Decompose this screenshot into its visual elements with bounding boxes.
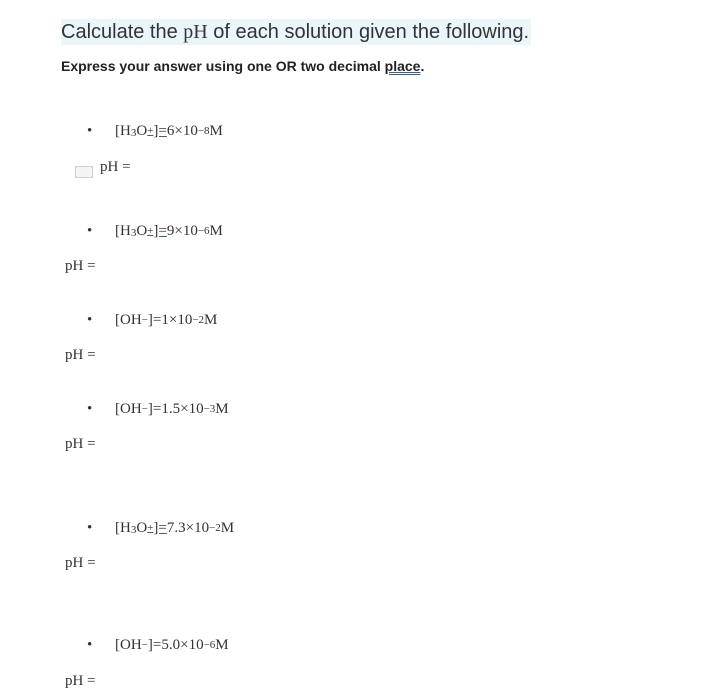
ph-label[interactable]: pH = bbox=[65, 347, 96, 363]
bullet: • bbox=[87, 401, 93, 417]
concentration-expression: $[OH^-]=1.5\times 10^{-3}M$ bbox=[115, 401, 229, 417]
bullet: • bbox=[87, 312, 93, 328]
bullet: • bbox=[87, 637, 93, 653]
ph-label[interactable]: pH = bbox=[65, 258, 96, 274]
instruction-text: Express your answer using one OR two decimal place. bbox=[61, 58, 425, 74]
ph-answer-input[interactable] bbox=[75, 166, 93, 178]
concentration-expression: $[OH^-]=1\times 10^{-2}M$ bbox=[115, 312, 218, 328]
concentration-expression: $[H_3O^+]=9\times 10^{-6}M$ bbox=[115, 223, 223, 239]
bullet: • bbox=[87, 123, 93, 139]
question-title: Calculate the pH of each solution given the following. bbox=[61, 21, 530, 43]
ph-label[interactable]: pH = bbox=[65, 673, 96, 689]
bullet: • bbox=[87, 520, 93, 536]
concentration-expression: $[H_3O^+]=6\times 10^{-8}M$ bbox=[115, 123, 223, 139]
spellcheck-word: place bbox=[384, 58, 421, 74]
bullet: • bbox=[87, 223, 93, 239]
ph-label: pH = bbox=[100, 159, 131, 175]
ph-label[interactable]: pH = bbox=[65, 555, 96, 571]
concentration-expression: $[OH^-]=5.0\times 10^{-6}M$ bbox=[115, 637, 229, 653]
concentration-expression: $[H_3O^+]=7.3\times 10^{-2}M$ bbox=[115, 520, 235, 536]
ph-label[interactable]: pH = bbox=[65, 436, 96, 452]
